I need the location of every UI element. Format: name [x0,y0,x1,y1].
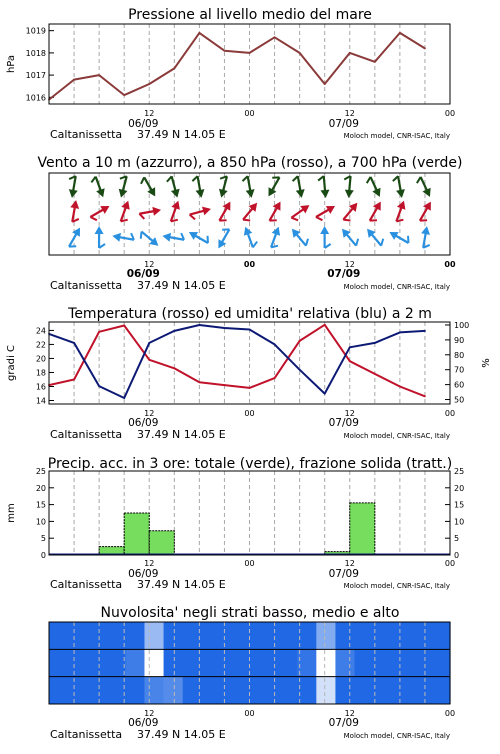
wind-barb-head [296,189,306,198]
pressure-line-point [324,83,326,85]
chart-title: Nuvolosita' negli strati basso, medio e alto [100,605,400,621]
wind-barb-head [246,189,256,198]
x-tick-label: 12 [144,409,155,418]
wind-barb-head [396,189,406,198]
y-tick-label-right: 90 [454,335,465,345]
humidity-line-point [349,346,351,348]
cloud-cell [393,622,413,649]
cloud-cell [355,622,375,649]
wind-barb-head [320,226,329,234]
wind-barb-head [121,199,132,210]
wind-barb [318,176,330,199]
temperature-line-point [374,373,376,375]
wind-barb [392,199,409,223]
wind-barb [416,199,436,223]
pressure-line-point [173,68,175,70]
y-tick-label: 14 [35,396,46,406]
wind-barb-head [152,205,161,215]
y-tick-label: 24 [35,326,46,336]
chart-title: Precip. acc. in 3 ore: totale (verde), frazione solida (tratt.) [47,456,453,472]
wind-barb [292,175,306,198]
cloud-cell [106,622,126,649]
y-axis-label: hPa [6,54,17,74]
x-tick-label: 00 [444,409,456,418]
model-credit: Moloch model, CNR-ISAC, Italy [343,132,450,140]
cloud-cell [221,622,241,649]
model-credit: Moloch model, CNR-ISAC, Italy [343,432,450,440]
cloud-cell [87,649,107,676]
wind-barb [116,199,133,223]
cloud-cell [412,649,432,676]
wind-barb [115,175,131,199]
cloud-cell [106,677,126,704]
cloud-cell [355,649,375,676]
x-tick-label: 00 [444,260,456,269]
cloud-cell [202,649,222,676]
cloud-cell [335,622,355,649]
wind-barb [167,199,184,223]
y-tick-label: 18 [35,368,46,378]
wind-barb-head [421,225,431,234]
x-tick-label: 12 [144,109,155,118]
x-tick-label: 00 [244,559,255,568]
cloud-cell [355,677,375,704]
y-tick-label: 1017 [25,71,46,81]
cloud-cell [278,677,298,704]
date-label: 07/09 [328,417,359,429]
wind-barb-head [241,225,252,236]
x-tick-label: 12 [344,109,355,118]
y-tick-label: 5 [40,534,46,544]
pressure-line-point [123,94,125,96]
x-tick-label: 00 [444,709,456,718]
y-tick-label-right: 100 [454,320,470,330]
cloud-cell [144,622,164,649]
cloud-cell [164,649,184,676]
y-tick-label: 1018 [25,48,46,58]
date-label: 07/09 [327,268,361,280]
cloud-cell [335,677,355,704]
temperature-line-point [198,381,200,383]
cloud-cell [202,622,222,649]
chart-title: Temperatura (rosso) ed umidita' relativa (blu) a 2 m [68,306,432,322]
wind-barb [188,205,212,221]
coords-label: 37.49 N 14.05 E [137,728,226,741]
cloud-cell [68,677,88,704]
date-label: 06/09 [126,268,160,280]
plot-frame [49,24,450,104]
date-label: 06/09 [128,118,159,130]
temperature-line-point [148,359,150,361]
y-tick-label-right: 5 [454,534,460,544]
wind-barb [213,226,233,250]
humidity-line-point [274,343,276,345]
humidity-line-point [424,330,426,332]
pressure-line-point [399,32,401,34]
cloud-cell [316,677,336,704]
y-tick-label: 22 [35,340,46,350]
temperature-line [49,325,425,397]
date-label: 06/09 [128,417,159,429]
cloud-cell [68,622,88,649]
y-axis-label-right: % [481,358,492,368]
cloud-cell [221,677,241,704]
cloud-cell [297,677,317,704]
x-tick-label: 12 [344,559,355,568]
wind-barb-head [422,188,434,199]
wind-barb [387,227,411,247]
cloud-cell [374,677,394,704]
humidity-line-point [249,329,251,331]
humidity-line-point [123,397,125,399]
y-tick-label-right: 70 [454,365,465,375]
wind-barb-head [344,190,354,199]
y-tick-label-right: 25 [454,467,465,476]
cloud-cell [87,677,107,704]
humidity-line-point [198,324,200,326]
wind-barb-head [217,189,228,199]
chart-title: Vento a 10 m (azzurro), a 850 hPa (rosso), a 700 hPa (verde) [37,155,463,171]
y-tick-label: 15 [35,500,46,510]
cloud-cell [316,649,336,676]
y-tick-label-right: 60 [454,380,465,390]
wind-barb-head [372,188,384,199]
coords-label: 37.49 N 14.05 E [137,279,226,292]
wind-barb-head [320,190,330,199]
location-label: Caltanissetta [50,279,123,292]
wind-barb-head [112,231,121,241]
y-tick-label: 20 [35,354,46,364]
cloud-cell [68,649,88,676]
wind-barb-head [171,199,182,210]
temperature-line-point [274,377,276,379]
humidity-line-point [324,393,326,395]
wind-barb-head [95,226,104,234]
humidity-line-point [374,342,376,344]
wind-barb [65,225,85,249]
cloud-cell [164,622,184,649]
wind-barb [314,202,338,222]
y-tick-label-right: 0 [454,551,460,560]
wind-barb-head [187,228,198,240]
humidity-line-point [73,342,75,344]
pressure-line-point [73,79,75,81]
y-tick-label-right: 80 [454,350,465,360]
cloud-cell [144,649,164,676]
cloud-cell [49,622,69,649]
wind-barb [68,199,82,222]
temperature-line-point [73,379,75,381]
cloud-cell [431,622,451,649]
wind-barb [162,230,185,244]
y-tick-label: 20 [35,483,46,493]
pressure-line-point [274,36,276,38]
cloud-cell [221,649,241,676]
cloud-cell [297,649,317,676]
coords-label: 37.49 N 14.05 E [137,128,226,141]
wind-barb [320,226,331,248]
pressure-line-point [98,74,100,76]
cloud-cell [164,677,184,704]
temperature-line-point [424,395,426,397]
cloud-cell [125,677,145,704]
wind-barb-head [272,225,283,236]
location-label: Caltanissetta [50,428,123,441]
pressure-line-point [374,61,376,63]
wind-barb [88,202,112,222]
date-label: 06/09 [128,568,159,580]
x-tick-label: 12 [144,559,155,568]
pressure-line-point [299,52,301,54]
wind-barb [192,175,206,198]
pressure-line-point [249,52,251,54]
y-tick-label-right: 15 [454,500,465,510]
pressure-line [49,33,425,100]
date-label: 07/09 [328,568,359,580]
wind-barb-head [162,231,171,241]
y-tick-label: 0 [40,551,46,560]
chart-title: Pressione al livello medio del mare [128,7,372,23]
humidity-line-point [148,342,150,344]
cloud-cell [125,649,145,676]
cloud-cell [335,649,355,676]
temperature-line-point [173,367,175,369]
pressure-line-point [349,52,351,54]
y-tick-label: 16 [35,382,46,392]
cloud-cell [259,677,279,704]
model-credit: Moloch model, CNR-ISAC, Italy [343,283,450,291]
temperature-line-point [324,324,326,326]
wind-barb-head [117,189,128,199]
cloud-cell [125,622,145,649]
y-tick-label-right: 50 [454,395,465,405]
x-tick-label: 00 [444,559,456,568]
y-tick-label-right: 10 [454,517,465,527]
wind-barb-head [202,205,212,216]
humidity-line-point [224,327,226,329]
precip-bar [124,513,149,555]
x-tick-label: 12 [344,709,355,718]
humidity-line-point [299,369,301,371]
cloud-cell [259,649,279,676]
wind-barb [215,199,235,223]
cloud-cell [393,677,413,704]
wind-barb-head [196,189,206,198]
x-tick-label: 12 [344,260,355,269]
pressure-line-point [198,32,200,34]
wind-barb-head [171,189,182,199]
pressure-line-point [148,83,150,85]
y-tick-label: 10 [35,517,46,527]
wind-barb [392,175,406,198]
x-tick-label: 00 [244,109,255,118]
pressure-line-point [224,50,226,52]
x-tick-label: 12 [344,409,355,418]
y-tick-label: 1019 [25,26,46,36]
location-label: Caltanissetta [50,128,123,141]
wind-barb [263,174,283,198]
x-tick-label: 00 [243,260,256,269]
wind-barb [266,199,286,223]
x-tick-label: 12 [144,709,155,718]
cloud-cell [278,649,298,676]
y-axis-label: gradi C [6,345,17,381]
wind-barb-head [67,189,77,198]
cloud-cell [144,677,164,704]
pressure-line-point [424,48,426,50]
cloud-cell [412,677,432,704]
temperature-line-point [349,360,351,362]
date-label: 06/09 [128,717,159,729]
humidity-line-point [173,330,175,332]
cloud-cell [87,622,107,649]
temperature-line-point [123,325,125,327]
location-label: Caltanissetta [50,578,123,591]
temperature-line-point [98,331,100,333]
model-credit: Moloch model, CNR-ISAC, Italy [343,732,450,740]
temperature-line-point [249,387,251,389]
x-tick-label: 00 [244,709,255,718]
cloud-cell [202,677,222,704]
wind-barb [242,175,256,198]
cloud-cell [431,649,451,676]
x-tick-label: 00 [244,409,255,418]
date-label: 07/09 [328,118,359,130]
precip-bar [350,503,375,555]
cloud-cell [49,649,69,676]
cloud-cell [431,677,451,704]
wind-barb [240,200,262,224]
date-label: 07/09 [328,717,359,729]
cloud-cell [106,649,126,676]
wind-barb [66,175,80,198]
temperature-line-point [224,384,226,386]
model-credit: Moloch model, CNR-ISAC, Italy [343,582,450,590]
temperature-line-point [399,386,401,388]
cloud-cell [259,622,279,649]
cloud-cell [297,622,317,649]
y-tick-label: 1016 [25,93,46,103]
cloud-cell [316,622,336,649]
x-tick-label: 00 [444,109,456,118]
wind-barb-head [397,199,408,210]
y-axis-label: mm [6,503,17,523]
wind-barb [187,227,211,247]
location-label: Caltanissetta [50,728,123,741]
wind-barb-head [387,228,398,240]
wind-barb-head [100,202,111,214]
humidity-line-point [98,385,100,387]
wind-barb [112,230,135,244]
cloud-cell [393,649,413,676]
humidity-line-point [399,332,401,334]
temperature-line-point [299,340,301,342]
y-tick-label: 25 [35,467,46,476]
wind-barb [95,226,106,248]
cloud-cell [374,622,394,649]
wind-barb [289,201,313,222]
coords-label: 37.49 N 14.05 E [137,578,226,591]
cloud-cell [278,622,298,649]
wind-barb-head [70,199,80,208]
wind-barb-head [326,202,337,214]
wind-barb [267,225,284,249]
wind-barb [340,200,362,224]
wind-barb [343,176,355,199]
wind-barb [215,175,231,199]
precip-bar [149,531,174,555]
wind-barb-head [96,188,107,199]
x-tick-label: 12 [144,260,155,269]
wind-barb [366,199,386,223]
wind-barb [419,225,433,248]
wind-barb [166,175,182,199]
cloud-cell [374,649,394,676]
y-tick-label-right: 20 [454,483,465,493]
wind-barb [139,205,162,219]
cloud-cell [412,622,432,649]
cloud-cell [49,677,69,704]
coords-label: 37.49 N 14.05 E [137,428,226,441]
